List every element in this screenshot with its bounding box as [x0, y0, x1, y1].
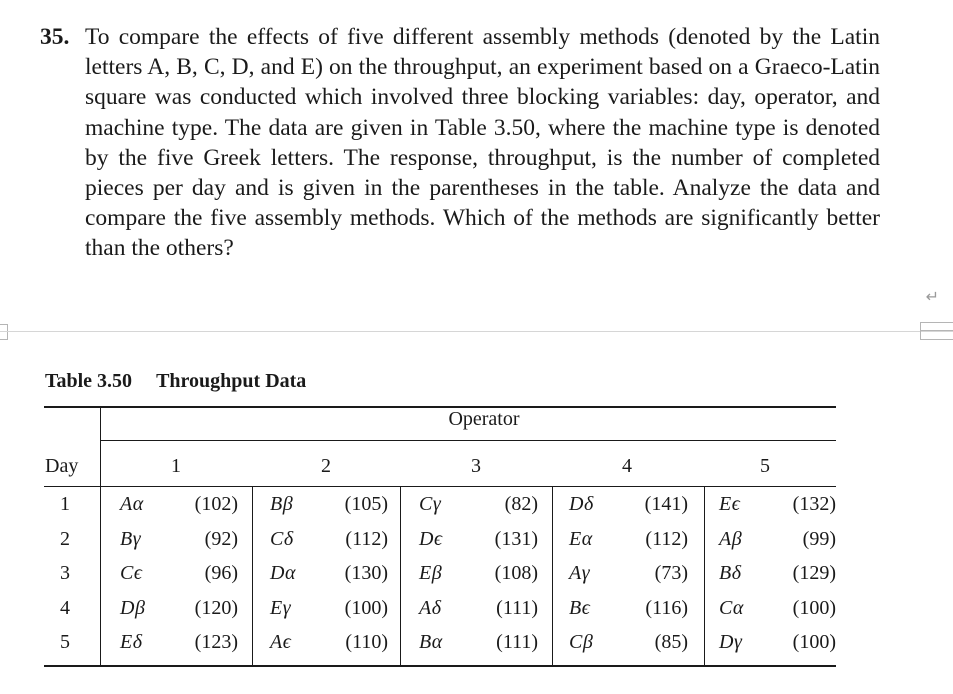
problem-statement	[40, 22, 880, 264]
throughput-value: (130)	[344, 562, 388, 584]
throughput-value: (99)	[802, 528, 836, 550]
throughput-value: (108)	[494, 562, 538, 584]
treatment-code: Eγ	[270, 597, 292, 619]
page-break-divider	[0, 331, 953, 332]
table-caption-label: Table 3.50	[45, 370, 133, 392]
throughput-value: (82)	[504, 493, 538, 515]
throughput-value: (129)	[792, 562, 836, 584]
throughput-value: (131)	[494, 528, 538, 550]
day-label: 4	[60, 597, 70, 619]
treatment-code: Eβ	[419, 562, 443, 584]
return-icon: ↵	[925, 287, 939, 306]
table-bottom-rule	[44, 665, 836, 667]
right-margin-marker	[920, 322, 953, 340]
throughput-value: (73)	[654, 562, 688, 584]
day-label: 2	[60, 528, 70, 550]
operator-col-3: 3	[471, 455, 481, 477]
treatment-code: Bγ	[120, 528, 142, 550]
operator-col-4: 4	[622, 455, 632, 477]
throughput-value: (110)	[345, 631, 388, 653]
treatment-code: Dα	[270, 562, 296, 584]
day-label: 3	[60, 562, 70, 584]
treatment-code: Eα	[569, 528, 593, 550]
day-label: 1	[60, 493, 70, 515]
treatment-code: Cϵ	[120, 562, 143, 584]
operator-col-1: 1	[171, 455, 181, 477]
operator-underline	[100, 440, 836, 441]
throughput-value: (100)	[792, 631, 836, 653]
throughput-value: (96)	[204, 562, 238, 584]
throughput-value: (102)	[194, 493, 238, 515]
throughput-value: (132)	[792, 493, 836, 515]
problem-text: To compare the effects of five different assembly methods (denoted by the Latin letters A, B, C, D, and E) on the throughput, an experiment based on a Graeco-Latin square was conducted which involved three blocking variables: day, operator, and machine type. The data are given in Table 3.50, where the machine type is denoted by the five Greek letters. The response, throughput, is the number of completed pieces per day and is given in the parentheses in the table. Analyze the data and compare the five assembly methods. Which of the methods are significantly better than the others?	[85, 24, 880, 262]
treatment-code: Dδ	[569, 493, 594, 515]
treatment-code: Aα	[120, 493, 144, 515]
day-label: 5	[60, 631, 70, 653]
table-caption	[45, 370, 306, 393]
operator-col-2: 2	[321, 455, 331, 477]
column-divider	[252, 486, 253, 667]
throughput-table	[44, 406, 836, 666]
left-margin-marker	[0, 324, 8, 340]
throughput-value: (92)	[204, 528, 238, 550]
throughput-value: (112)	[645, 528, 688, 550]
treatment-code: Cβ	[569, 631, 594, 653]
treatment-code: Eδ	[120, 631, 143, 653]
throughput-value: (85)	[654, 631, 688, 653]
treatment-code: Aϵ	[270, 631, 292, 653]
throughput-value: (141)	[644, 493, 688, 515]
treatment-code: Cδ	[270, 528, 294, 550]
day-header: Day	[45, 455, 79, 477]
operator-col-5: 5	[760, 455, 770, 477]
throughput-value: (105)	[344, 493, 388, 515]
throughput-value: (111)	[496, 631, 538, 653]
throughput-value: (100)	[792, 597, 836, 619]
treatment-code: Cα	[719, 597, 744, 619]
table-caption-title: Throughput Data	[156, 370, 307, 392]
treatment-code: Aγ	[569, 562, 591, 584]
column-divider	[704, 486, 705, 667]
treatment-code: Eϵ	[719, 493, 741, 515]
treatment-code: Dβ	[120, 597, 146, 619]
problem-number: 35.	[40, 24, 70, 50]
throughput-value: (123)	[194, 631, 238, 653]
treatment-code: Dϵ	[419, 528, 443, 550]
treatment-code: Bϵ	[569, 597, 591, 619]
treatment-code: Bδ	[719, 562, 742, 584]
throughput-value: (112)	[345, 528, 388, 550]
throughput-value: (120)	[194, 597, 238, 619]
treatment-code: Bβ	[270, 493, 294, 515]
column-divider	[400, 486, 401, 667]
treatment-code: Aβ	[719, 528, 743, 550]
column-divider	[552, 486, 553, 667]
throughput-value: (100)	[344, 597, 388, 619]
treatment-code: Dγ	[719, 631, 743, 653]
operator-header: Operator	[448, 408, 520, 430]
treatment-code: Cγ	[419, 493, 442, 515]
throughput-value: (111)	[496, 597, 538, 619]
treatment-code: Bα	[419, 631, 443, 653]
throughput-value: (116)	[645, 597, 688, 619]
treatment-code: Aδ	[419, 597, 442, 619]
day-column-divider	[100, 406, 101, 667]
header-rule	[44, 486, 836, 487]
